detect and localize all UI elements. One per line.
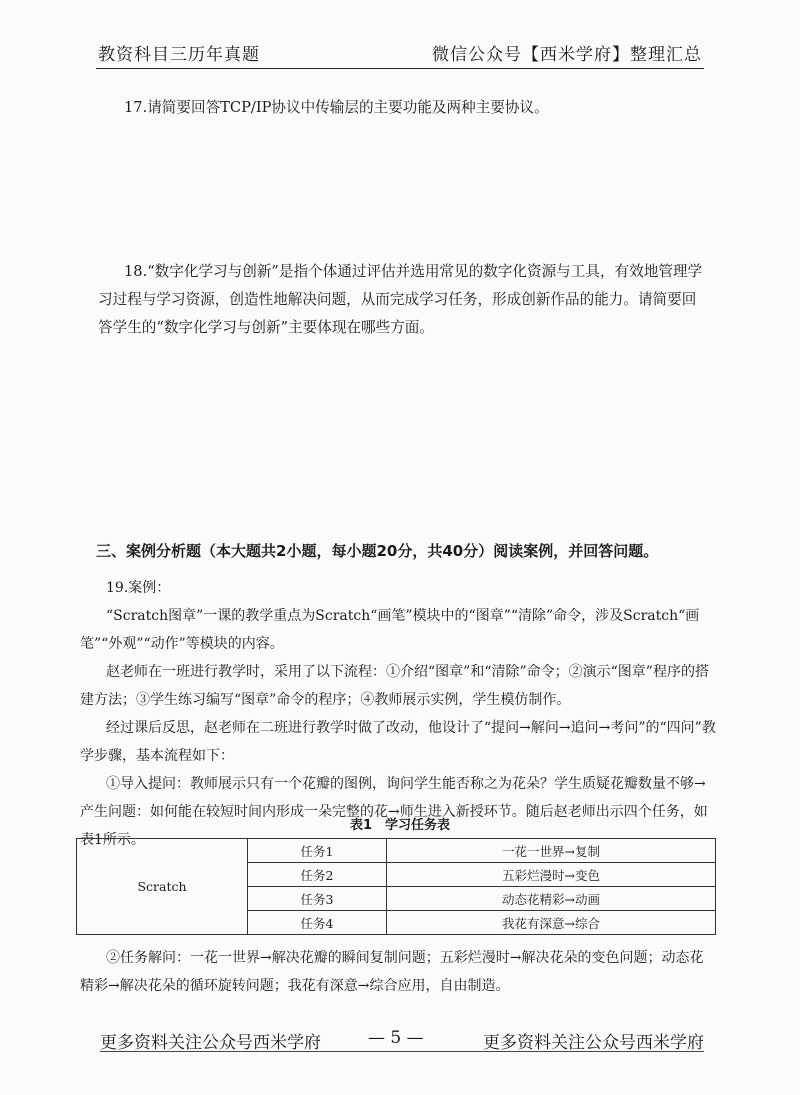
- learning-task-table: [76, 838, 716, 935]
- task-name-cell: 任务2: [248, 863, 387, 887]
- task-name-cell: 任务1: [248, 839, 387, 863]
- question-17-text: 17.请简要回答TCP/IP协议中传输层的主要功能及两种主要协议。: [124, 99, 549, 116]
- footer-left-promo: 更多资料关注公众号西米学府: [100, 1033, 321, 1053]
- page-number: — 5 —: [368, 1028, 424, 1048]
- task-name-cell: 任务3: [248, 887, 387, 911]
- footer-rule: [100, 1051, 704, 1052]
- task-desc-cell: 五彩烂漫时→变色: [387, 863, 716, 887]
- table-row: [77, 839, 716, 863]
- table-group-cell: Scratch: [77, 839, 248, 935]
- case-paragraph-4: ①导入提问：教师展示只有一个花瓣的图例，询问学生能否称之为花朵？学生质疑花瓣数量不够→产生问题：如何能在较短时间内形成一朵完整的花→师生进入新授环节。随后赵老师出示四个任务，如表1所示。: [80, 776, 708, 848]
- task-desc-cell: 一花一世界→复制: [387, 839, 716, 863]
- page-footer: [100, 1028, 704, 1054]
- header-rule: [96, 68, 704, 69]
- header-right-source: 微信公众号【西米学府】整理汇总: [432, 45, 702, 65]
- page-header: [98, 40, 702, 68]
- case-19: [80, 574, 716, 854]
- case-paragraph-3: 经过课后反思，赵老师在二班进行教学时做了改动，他设计了“提问→解问→追问→考问”的“四问”教学步骤，基本流程如下：: [80, 720, 716, 764]
- task-solving-text: ②任务解问：一花一世界→解决花瓣的瞬间复制问题；五彩烂漫时→解决花朵的变色问题；动态花精彩→解决花朵的循环旋转问题；我花有深意→综合应用，自由制造。: [80, 950, 704, 994]
- question-18: [98, 258, 704, 342]
- question-18-text: 18.“数字化学习与创新”是指个体通过评估并选用常见的数字化资源与工具，有效地管理学习过程与学习资源，创造性地解决问题，从而完成学习任务，形成创新作品的能力。请简要回答学生的“数字化学习与创新”主要体现在哪些方面。: [98, 263, 703, 336]
- case-paragraph-1: “Scratch图章”一课的教学重点为Scratch“画笔”模块中的“图章”“清除”命令，涉及Scratch“画笔”“外观”“动作”等模块的内容。: [80, 608, 700, 652]
- question-17: [98, 94, 704, 122]
- task-desc-cell: 动态花精彩→动画: [387, 887, 716, 911]
- task-desc-cell: 我花有深意→综合: [387, 911, 716, 935]
- section-3-heading: 三、案例分析题（本大题共2小题，每小题20分，共40分）阅读案例，并回答问题。: [96, 542, 659, 560]
- footer-right-promo: 更多资料关注公众号西米学府: [483, 1033, 704, 1053]
- case-paragraph-2: 赵老师在一班进行教学时，采用了以下流程：①介绍“图章”和“清除”命令；②演示“图章”程序的搭建方法；③学生练习编写“图章”命令的程序；④教师展示实例，学生模仿制作。: [80, 664, 709, 708]
- task-solving-paragraph: [80, 944, 716, 1000]
- task-name-cell: 任务4: [248, 911, 387, 935]
- table-caption: 表1 学习任务表: [349, 818, 451, 833]
- header-left-title: 教资科目三历年真题: [98, 45, 260, 65]
- case-label: 19.案例：: [106, 580, 171, 596]
